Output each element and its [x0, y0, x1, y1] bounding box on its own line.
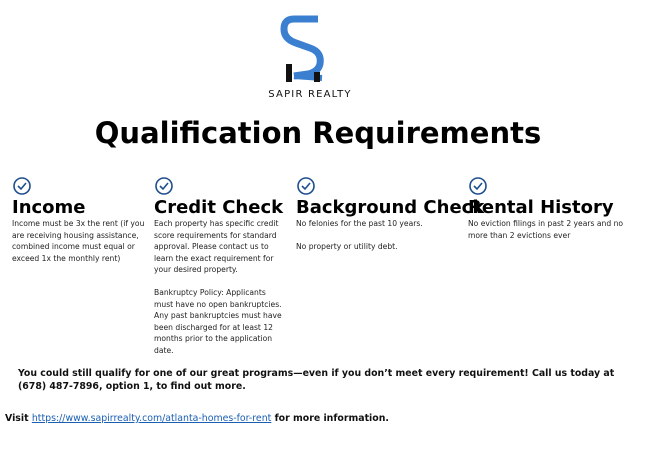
brand-name: SAPIR REALTY: [268, 89, 352, 100]
heading: Income: [12, 197, 86, 218]
check-circle-icon: [296, 176, 316, 196]
programs-note: You could still qualify for one of our great programs—even if you don’t meet every requirement! Call us today at (678) 487-7896, option 1, to find out more.: [18, 368, 615, 392]
visit-prefix: Visit: [5, 413, 32, 424]
website-link[interactable]: https://www.sapirrealty.com/atlanta-homes-for-rent: [31, 413, 272, 424]
requirement-income: [12, 176, 147, 264]
text: No property or utility debt.: [296, 242, 398, 251]
requirement-background-check: [296, 176, 485, 253]
requirement-rental-history: [468, 176, 643, 241]
page-title: Qualification Requirements: [94, 116, 542, 150]
check-circle-icon: [468, 176, 488, 196]
visit-suffix: for more information.: [271, 413, 389, 424]
heading: Rental History: [468, 197, 614, 218]
text: No eviction filings in past 2 years and no more than 2 evictions ever: [468, 219, 624, 240]
heading: Credit Check: [154, 197, 284, 218]
text: No felonies for the past 10 years.: [296, 219, 423, 228]
requirement-credit-check: [154, 176, 286, 356]
text: Income must be 3x the rent (if you are receiving housing assistance, combined income must equal or exceed 1x the monthly rent): [12, 219, 145, 263]
check-circle-icon: [154, 176, 174, 196]
check-circle-icon: [12, 176, 32, 196]
heading: Background Check: [296, 197, 485, 218]
text: Bankruptcy Policy: Applicants must have no open bankruptcies. Any past bankruptcies must have been discharged for at least 12 months prior to the application date.: [154, 288, 282, 355]
visit-line: [5, 413, 389, 424]
text: Each property has specific credit score requirements for standard approval. Please contact us to learn the exact requirement for your desired property.: [154, 219, 279, 274]
